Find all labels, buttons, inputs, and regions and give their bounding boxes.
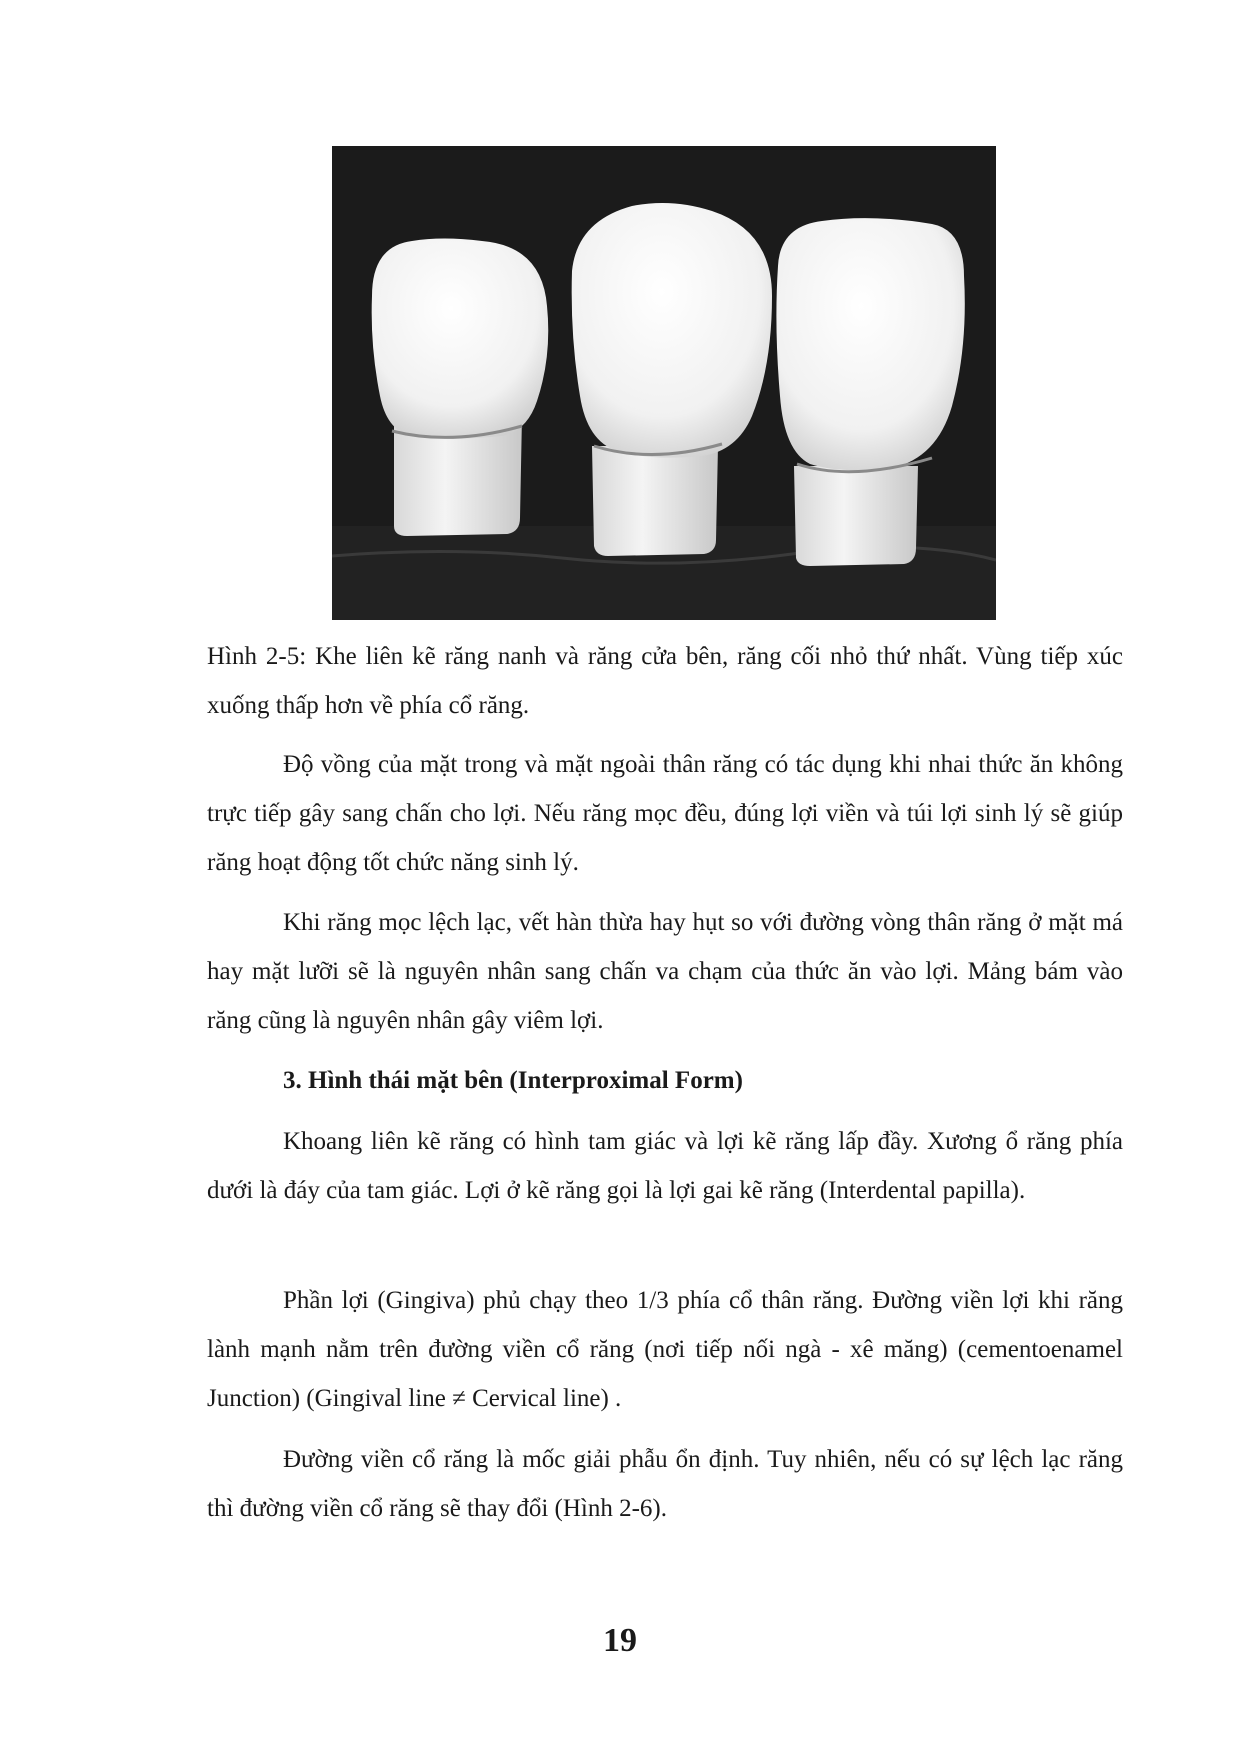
- paragraph-text: Khi răng mọc lệch lạc, vết hàn thừa hay hụt so với đường vòng thân răng ở mặt má hay mặt lưỡi sẽ là nguyên nhân sang chấn va chạm của thức ăn vào lợi. Mảng bám vào răng cũng là nguyên nhân gây viêm lợi.: [207, 909, 1123, 1034]
- paragraph: [207, 898, 1123, 1045]
- paragraph-text: Đường viền cổ răng là mốc giải phẫu ổn định. Tuy nhiên, nếu có sự lệch lạc răng thì đường viền cổ răng sẽ thay đổi (Hình 2-6).: [207, 1446, 1123, 1522]
- paragraph-text: Khoang liên kẽ răng có hình tam giác và lợi kẽ răng lấp đầy. Xương ổ răng phía dưới là đáy của tam giác. Lợi ở kẽ răng gọi là lợi gai kẽ răng (Interdental papilla).: [207, 1128, 1123, 1204]
- figure-caption: [207, 632, 1123, 730]
- section-heading: [207, 1056, 1123, 1105]
- three-teeth-photo: [332, 146, 996, 620]
- paragraph-text: Phần lợi (Gingiva) phủ chạy theo 1/3 phía cổ thân răng. Đường viền lợi khi răng lành mạnh nằm trên đường viền cổ răng (nơi tiếp nối ngà - xê măng) (cementoenamel Junction) (Gingival line ≠ Cervical line) .: [207, 1287, 1123, 1412]
- section-heading-text: 3. Hình thái mặt bên (Interproximal Form): [283, 1067, 743, 1094]
- paragraph: [207, 1276, 1123, 1423]
- paragraph: [207, 1117, 1123, 1215]
- paragraph: [207, 1435, 1123, 1533]
- figure-caption-text: : Khe liên kẽ răng nanh và răng cửa bên, răng cối nhỏ thứ nhất. Vùng tiếp xúc xuống thấp hơn về phía cổ răng.: [207, 643, 1124, 719]
- page-number: 19: [603, 1622, 637, 1659]
- paragraph-text: Độ vồng của mặt trong và mặt ngoài thân răng có tác dụng khi nhai thức ăn không trực tiếp gây sang chấn cho lợi. Nếu răng mọc đều, đúng lợi viền và túi lợi sinh lý sẽ giúp răng hoạt động tốt chức năng sinh lý.: [207, 751, 1123, 876]
- paragraph: [207, 740, 1123, 887]
- figure-label: Hình 2-5: [207, 643, 300, 670]
